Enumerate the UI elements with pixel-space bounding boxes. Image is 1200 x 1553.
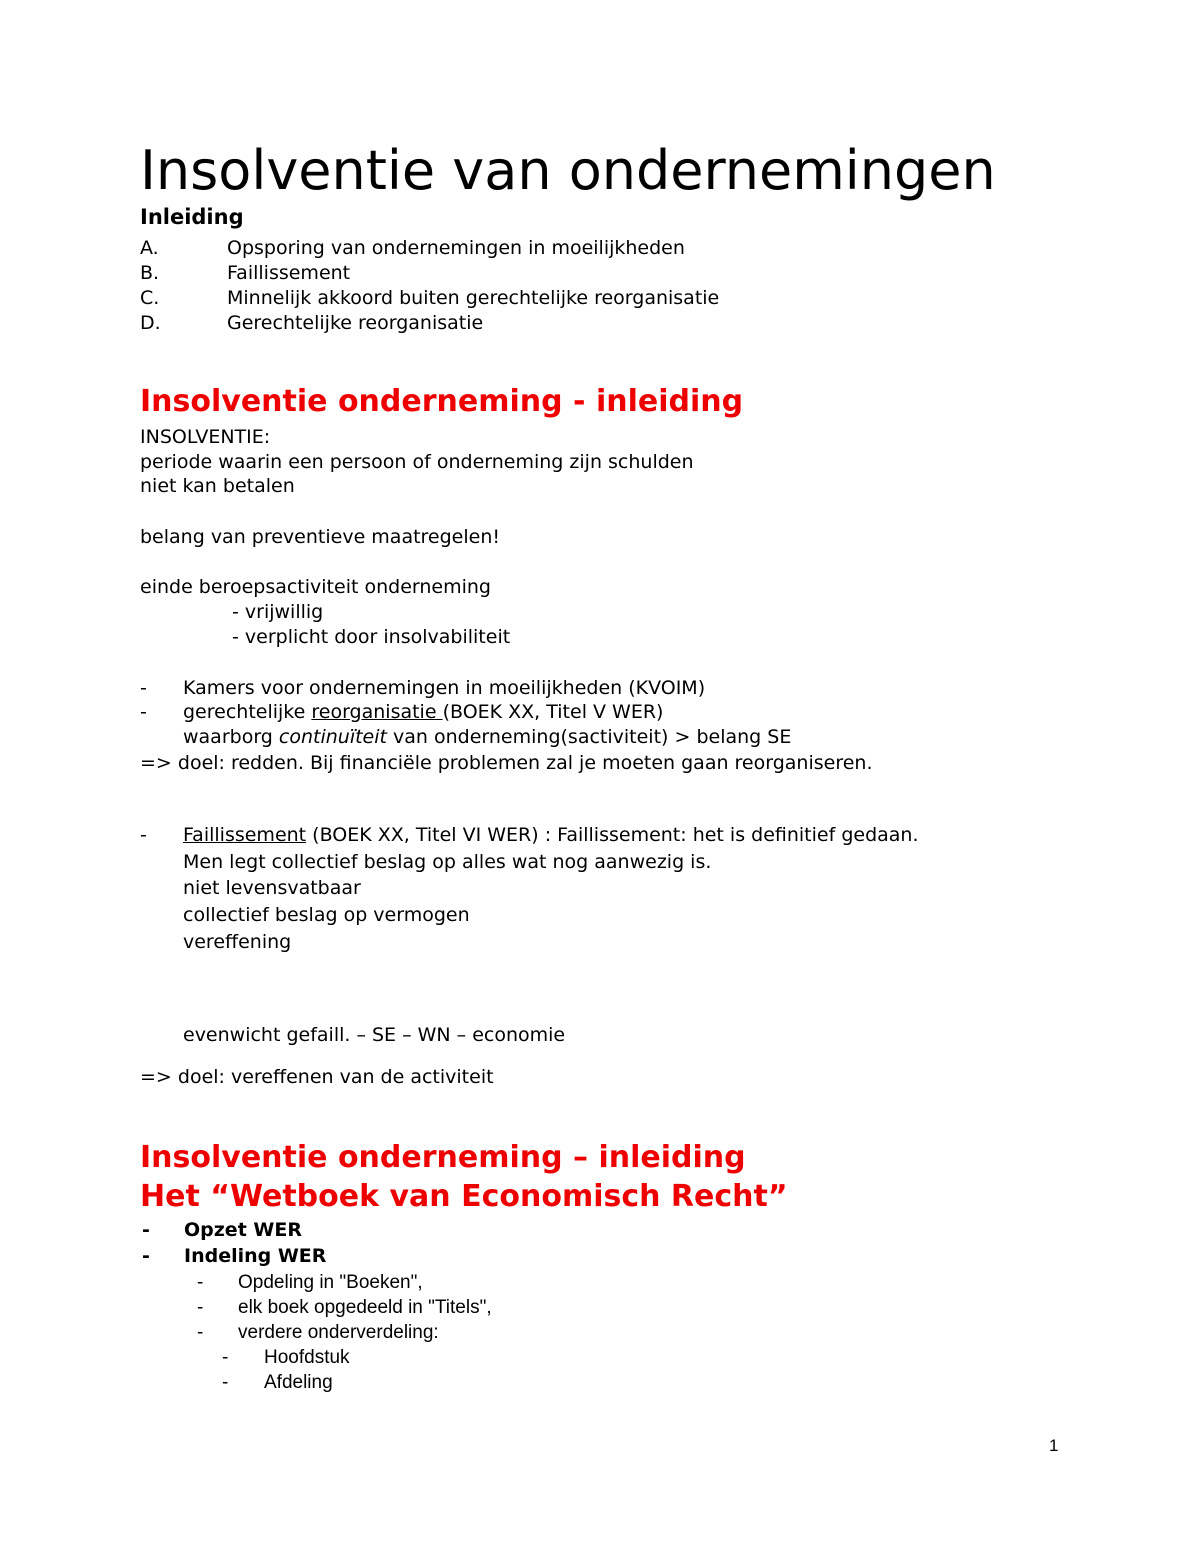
bullet-dash: - — [142, 1219, 150, 1241]
sub-item: Opdeling in "Boeken", — [238, 1272, 423, 1293]
bullet-item: Kamers voor ondernemingen in moeilijkheden (KVOIM) — [183, 677, 706, 699]
definition-label: INSOLVENTIE: — [140, 426, 271, 448]
bullet-item: Opzet WER — [184, 1219, 302, 1241]
text-span: waarborg — [183, 726, 279, 748]
list-item: Minnelijk akkoord buiten gerechtelijke reorganisatie — [227, 287, 720, 309]
page-title: Insolventie van ondernemingen — [140, 139, 996, 202]
bullet-dash: - — [197, 1272, 204, 1293]
text-span: (BOEK XX, Titel V WER) — [442, 701, 664, 723]
sub-item: verdere onderverdeling: — [238, 1322, 439, 1343]
bullet-item: Indeling WER — [184, 1245, 327, 1267]
bullet-dash: - — [197, 1322, 204, 1343]
list-item: Gerechtelijke reorganisatie — [227, 312, 484, 334]
definition-text: niet kan betalen — [140, 475, 295, 497]
paragraph: collectief beslag op vermogen — [183, 904, 470, 926]
bullet-dash: - — [140, 824, 147, 846]
reorganisatie-underlined: reorganisatie — [311, 701, 443, 723]
text-span: van onderneming(sactiviteit) > belang SE — [386, 726, 792, 748]
definition-text: periode waarin een persoon of onderneming zijn schulden — [140, 451, 694, 473]
sub-item: - vrijwillig — [232, 601, 324, 623]
list-item-letter: A. — [140, 237, 159, 259]
sub-sub-item: Afdeling — [264, 1372, 333, 1393]
sub-item: - verplicht door insolvabiliteit — [232, 626, 511, 648]
goal-line: => doel: vereffenen van de activiteit — [140, 1066, 494, 1088]
sub-item: elk boek opgedeeld in "Titels", — [238, 1297, 492, 1318]
list-item-letter: B. — [140, 262, 160, 284]
paragraph: belang van preventieve maatregelen! — [140, 526, 500, 548]
bullet-dash: - — [222, 1347, 229, 1368]
list-item-letter: D. — [140, 312, 161, 334]
paragraph: evenwicht gefaill. – SE – WN – economie — [183, 1024, 566, 1046]
bullet-item — [183, 823, 919, 848]
list-item: Faillissement — [227, 262, 351, 284]
bullet-dash: - — [222, 1372, 229, 1393]
italic-text: continuïteit — [278, 726, 387, 748]
list-item: Opsporing van ondernemingen in moeilijkheden — [227, 237, 685, 259]
bullet-dash: - — [140, 701, 147, 723]
page-number: 1 — [1049, 1436, 1059, 1455]
section-subheading: Het “Wetboek van Economisch Recht” — [140, 1179, 788, 1214]
list-item-letter: C. — [140, 287, 160, 309]
goal-line: => doel: redden. Bij financiële problemen zal je moeten gaan reorganiseren. — [140, 752, 873, 774]
sub-sub-item: Hoofdstuk — [264, 1347, 350, 1368]
section-heading: Insolventie onderneming – inleiding — [140, 1140, 746, 1175]
inleiding-heading: Inleiding — [140, 205, 244, 229]
faillissement-underlined: Faillissement — [183, 824, 307, 846]
section-heading: Insolventie onderneming - inleiding — [140, 384, 744, 419]
paragraph: einde beroepsactiviteit onderneming — [140, 576, 491, 598]
bullet-item — [183, 700, 663, 725]
text-span: gerechtelijke — [183, 701, 312, 723]
bullet-dash: - — [140, 677, 147, 699]
paragraph: niet levensvatbaar — [183, 877, 361, 899]
paragraph: Men legt collectief beslag op alles wat nog aanwezig is. — [183, 851, 712, 873]
paragraph: vereffening — [183, 931, 292, 953]
bullet-dash: - — [142, 1245, 150, 1267]
paragraph — [183, 725, 791, 750]
text-span: (BOEK XX, Titel VI WER) : Faillissement: het is definitief gedaan. — [306, 824, 919, 846]
bullet-dash: - — [197, 1297, 204, 1318]
